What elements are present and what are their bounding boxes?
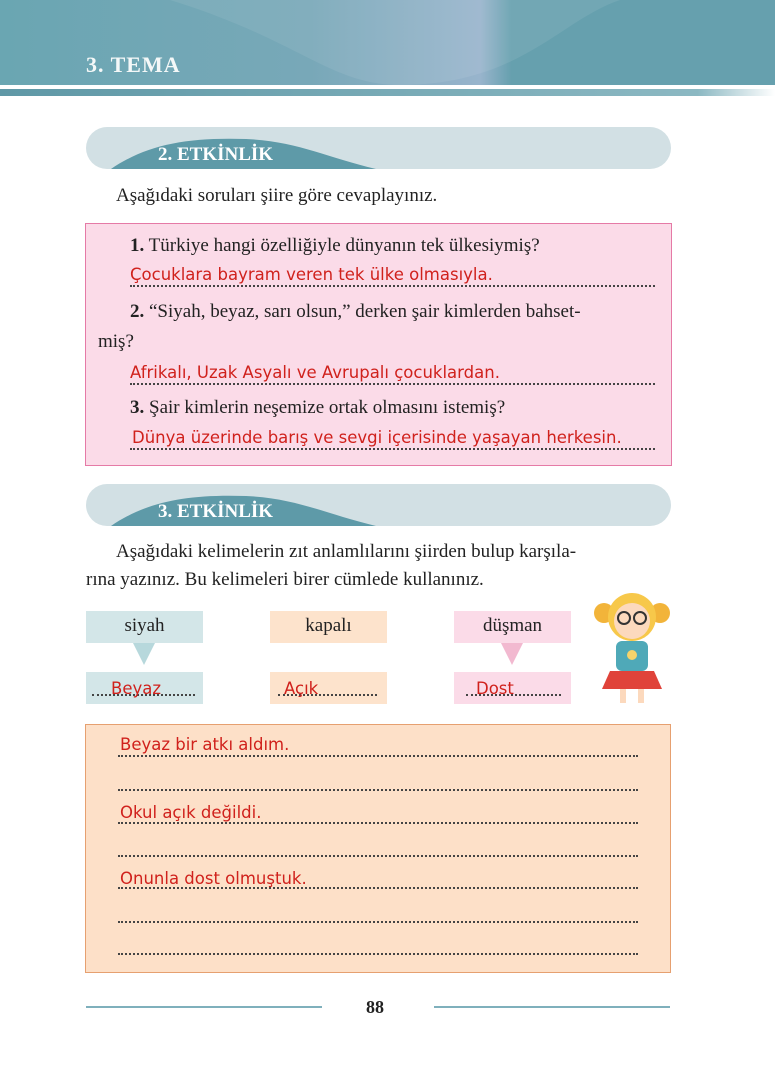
theme-title: 3. TEMA [86,52,181,77]
footer-line-right [434,1006,670,1008]
arrow-down-icon [133,643,155,665]
girl-illustration [592,585,672,707]
activity-3-title: 3. ETKİNLİK [158,501,274,522]
question-2-cont: miş? [98,331,134,352]
answer-2: Afrikalı, Uzak Asyalı ve Avrupalı çocuklardan. [130,363,500,382]
activity-3-banner [86,484,671,526]
answer-box-1: Beyaz [86,672,203,704]
answer-box-3: Dost [454,672,571,704]
question-2: 2. “Siyah, beyaz, sarı olsun,” derken şair kimlerden bahset- [130,301,581,322]
sentence-1: Beyaz bir atkı aldım. [120,735,290,754]
answer-1: Çocuklara bayram veren tek ülke olmasıyla. [130,265,493,284]
footer-line-left [86,1006,322,1008]
questions-box [85,223,672,466]
activity-2-title: 2. ETKİNLİK [158,144,274,165]
word-box-2: kapalı [270,611,387,643]
activity-3-instruction-2: rına yazınız. Bu kelimeleri birer cümlede kullanınız. [86,569,484,590]
arrow-down-icon [501,643,523,665]
word-box-1: siyah [86,611,203,643]
question-3: 3. Şair kimlerin neşemize ortak olmasını istemiş? [130,397,506,418]
word-box-3: düşman [454,611,571,643]
sentences-box [85,724,671,973]
answer-3: Dünya üzerinde barış ve sevgi içerisinde yaşayan herkesin. [132,428,622,447]
sentence-3: Okul açık değildi. [120,803,262,822]
sentence-5: Onunla dost olmuştuk. [120,869,307,888]
header-stripe [0,89,775,96]
answer-box-2: Açık [270,672,387,704]
activity-3-instruction-1: Aşağıdaki kelimelerin zıt anlamlılarını şiirden bulup karşıla- [116,541,577,562]
activity-2-banner [86,127,671,169]
activity-2-instruction: Aşağıdaki soruları şiire göre cevaplayınız. [116,185,438,206]
page-number: 88 [366,997,384,1017]
question-1: 1. Türkiye hangi özelliğiyle dünyanın tek ülkesiymiş? [130,235,540,256]
